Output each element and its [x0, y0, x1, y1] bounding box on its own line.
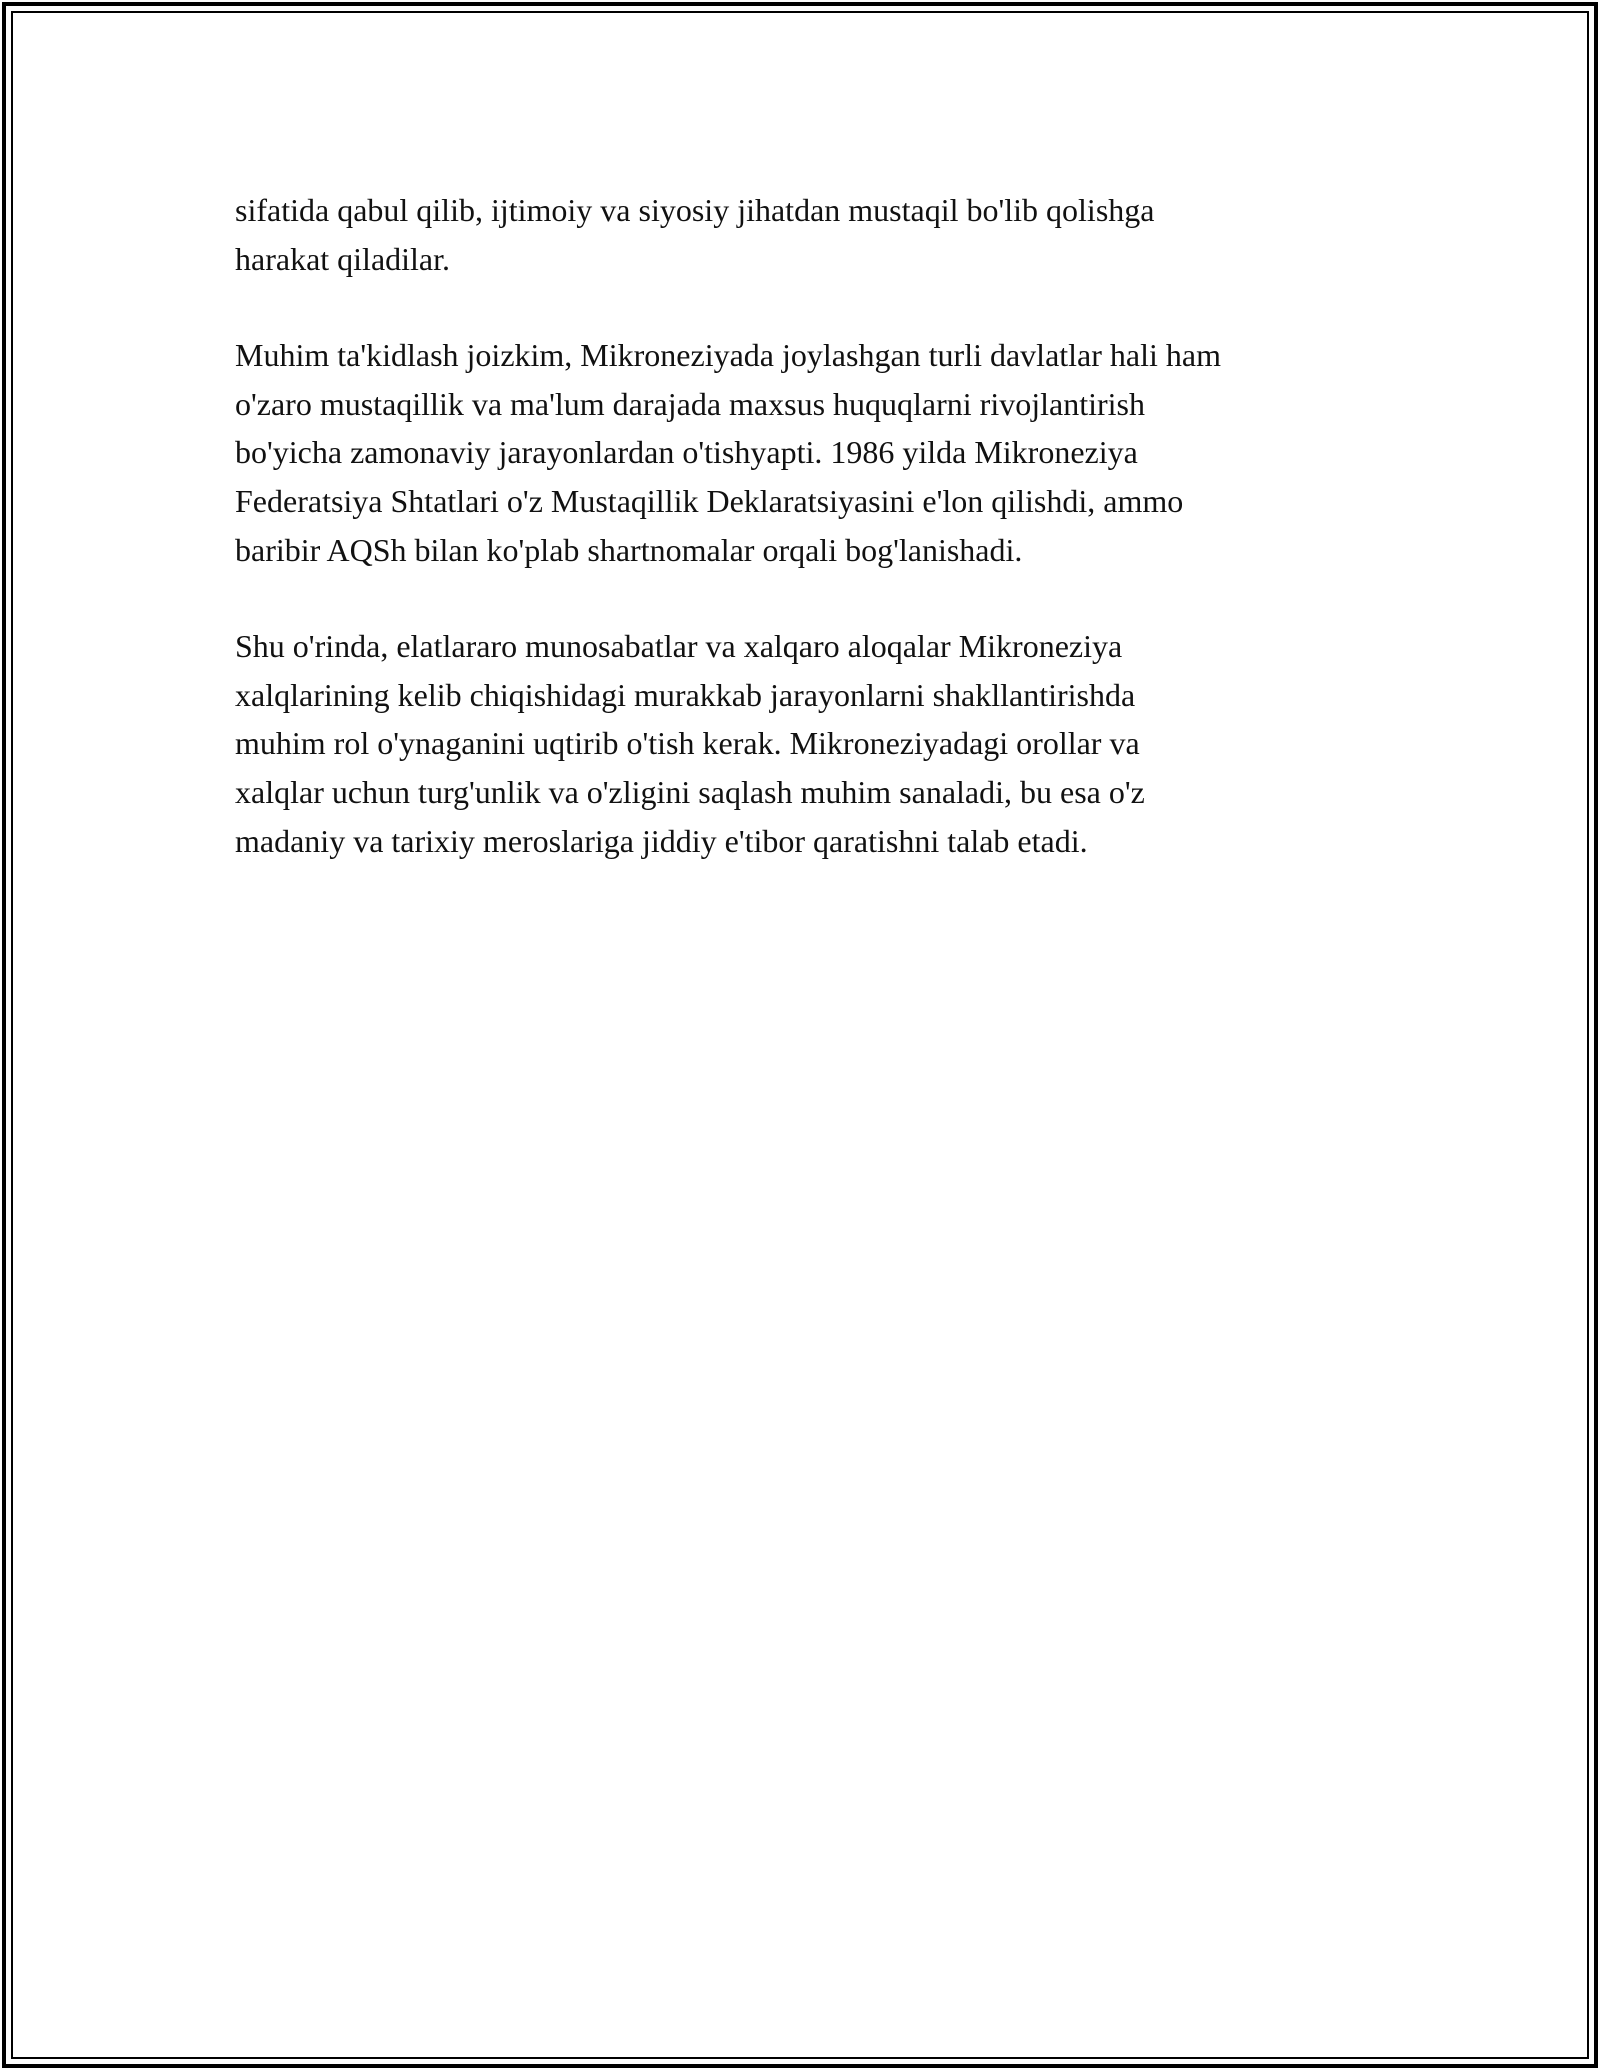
text-line: muhim rol o'ynaganini uqtirib o'tish kerak. Mikroneziyadagi orollar va [235, 725, 1140, 762]
paragraph-2 [235, 331, 1375, 574]
text-line: baribir AQSh bilan ko'plab shartnomalar orqali bog'lanishadi. [235, 531, 1023, 568]
text-line: harakat qiladilar. [235, 240, 451, 277]
text-line: Muhim ta'kidlash joizkim, Mikroneziyada joylashgan turli davlatlar hali ham [235, 337, 1221, 374]
text-line: xalqlar uchun turg'unlik va o'zligini saqlash muhim sanaladi, bu esa o'z [235, 773, 1145, 810]
text-line: sifatida qabul qilib, ijtimoiy va siyosiy jihatdan mustaqil bo'lib qolishga [235, 192, 1155, 228]
text-line: madaniy va tarixiy meroslariga jiddiy e'tibor qaratishni talab etadi. [235, 822, 1088, 859]
paragraph-3 [235, 622, 1375, 865]
text-line: o'zaro mustaqillik va ma'lum darajada maxsus huquqlarni rivojlantirish [235, 385, 1145, 422]
text-line: Federatsiya Shtatlari o'z Mustaqillik Deklaratsiyasini e'lon qilishdi, ammo [235, 482, 1184, 519]
text-line: Shu o'rinda, elatlararo munosabatlar va xalqaro aloqalar Mikroneziya [235, 628, 1123, 665]
text-line: bo'yicha zamonaviy jarayonlardan o'tishyapti. 1986 yilda Mikroneziya [235, 434, 1138, 471]
document-body [235, 186, 1375, 913]
text-line: xalqlarining kelib chiqishidagi murakkab jarayonlarni shakllantirishda [235, 676, 1136, 713]
paragraph-1 [235, 186, 1375, 283]
